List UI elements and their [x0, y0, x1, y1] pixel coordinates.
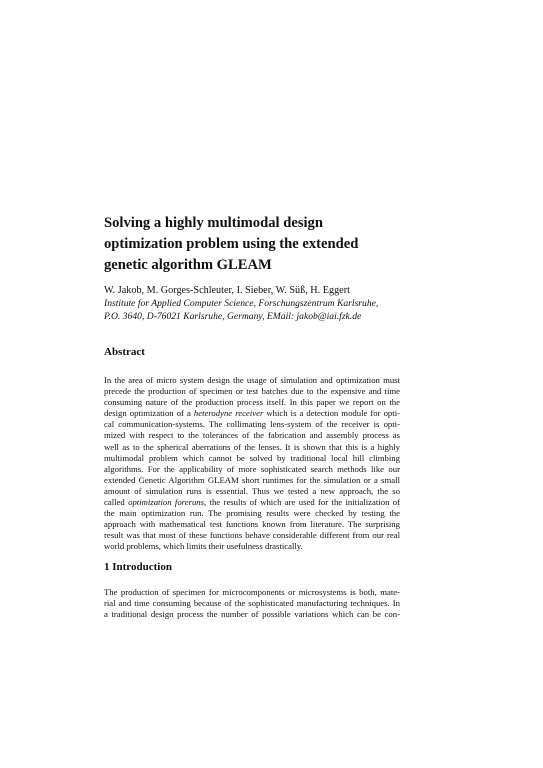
abstract-line: called optimization foreruns, the results of which are used for the initialization of [104, 497, 400, 508]
abstract-line: cal communication-systems. The collimating lens-system of the receiver is opti- [104, 419, 400, 430]
abstract-line: result was that most of these functions behave considerable different from our real [104, 530, 400, 541]
author-list: W. Jakob, M. Gorges-Schleuter, I. Sieber, W. Süß, H. Eggert [104, 285, 350, 296]
affiliation [104, 298, 378, 323]
abstract-line: extended Genetic Algorithm GLEAM short runtimes for the simulation or a small [104, 474, 400, 485]
title-line: optimization problem using the extended [104, 236, 359, 252]
abstract-line: multimodal problem which cannot be solved by traditional local hill climbing [104, 452, 400, 463]
title-line: Solving a highly multimodal design [104, 215, 323, 231]
abstract-body [104, 375, 400, 553]
introduction-line: The production of specimen for microcomponents or microsystems is both, mate- [104, 587, 400, 597]
abstract-line: mized with respect to the tolerances of the fabrication and assembly process as [104, 430, 400, 441]
emphasized-term: heterodyne receiver [193, 408, 264, 419]
abstract-line: precede the production of specimen or test batches due to the expensive and time [104, 386, 400, 397]
emphasized-term: optimization foreruns, [128, 497, 207, 508]
introduction-line: a traditional design process the number of possible variations which can be con- [104, 609, 400, 620]
abstract-line: amount of simulation runs is essential. Thus we tested a new approach, the so [104, 485, 400, 496]
abstract-heading: Abstract [104, 346, 145, 358]
abstract-line: algorithms. For the applicability of more sophisticated search methods like our [104, 463, 400, 474]
abstract-line: the main optimization run. The promising results were checked by testing the [104, 508, 400, 519]
abstract-line: approach with mathematical test functions known from literature. The surprising [104, 519, 400, 530]
abstract-line: well as to the spherical aberrations of the lenses. It is shown that this is a highly [104, 441, 400, 452]
title-line: genetic algorithm GLEAM [104, 257, 272, 273]
abstract-line: world problems, which limits their usefulness drastically. [104, 541, 303, 552]
introduction-line: rial and time consuming because of the sophisticated manufacturing techniques. In [104, 598, 400, 609]
introduction-body [104, 587, 400, 620]
affiliation-line: P.O. 3640, D-76021 Karlsruhe, Germany, EMail: jakob@iai.fzk.de [104, 310, 362, 322]
abstract-line: consuming nature of the production process itself. In this paper we report on the [104, 397, 400, 408]
abstract-line: design optimization of a heterodyne receiver which is a detection module for opti- [104, 408, 400, 419]
abstract-line: In the area of micro system design the usage of simulation and optimization must [104, 375, 400, 385]
introduction-heading: 1 Introduction [104, 561, 172, 573]
affiliation-line: Institute for Applied Computer Science, Forschungszentrum Karlsruhe, [104, 298, 379, 309]
paper-title [104, 213, 424, 276]
